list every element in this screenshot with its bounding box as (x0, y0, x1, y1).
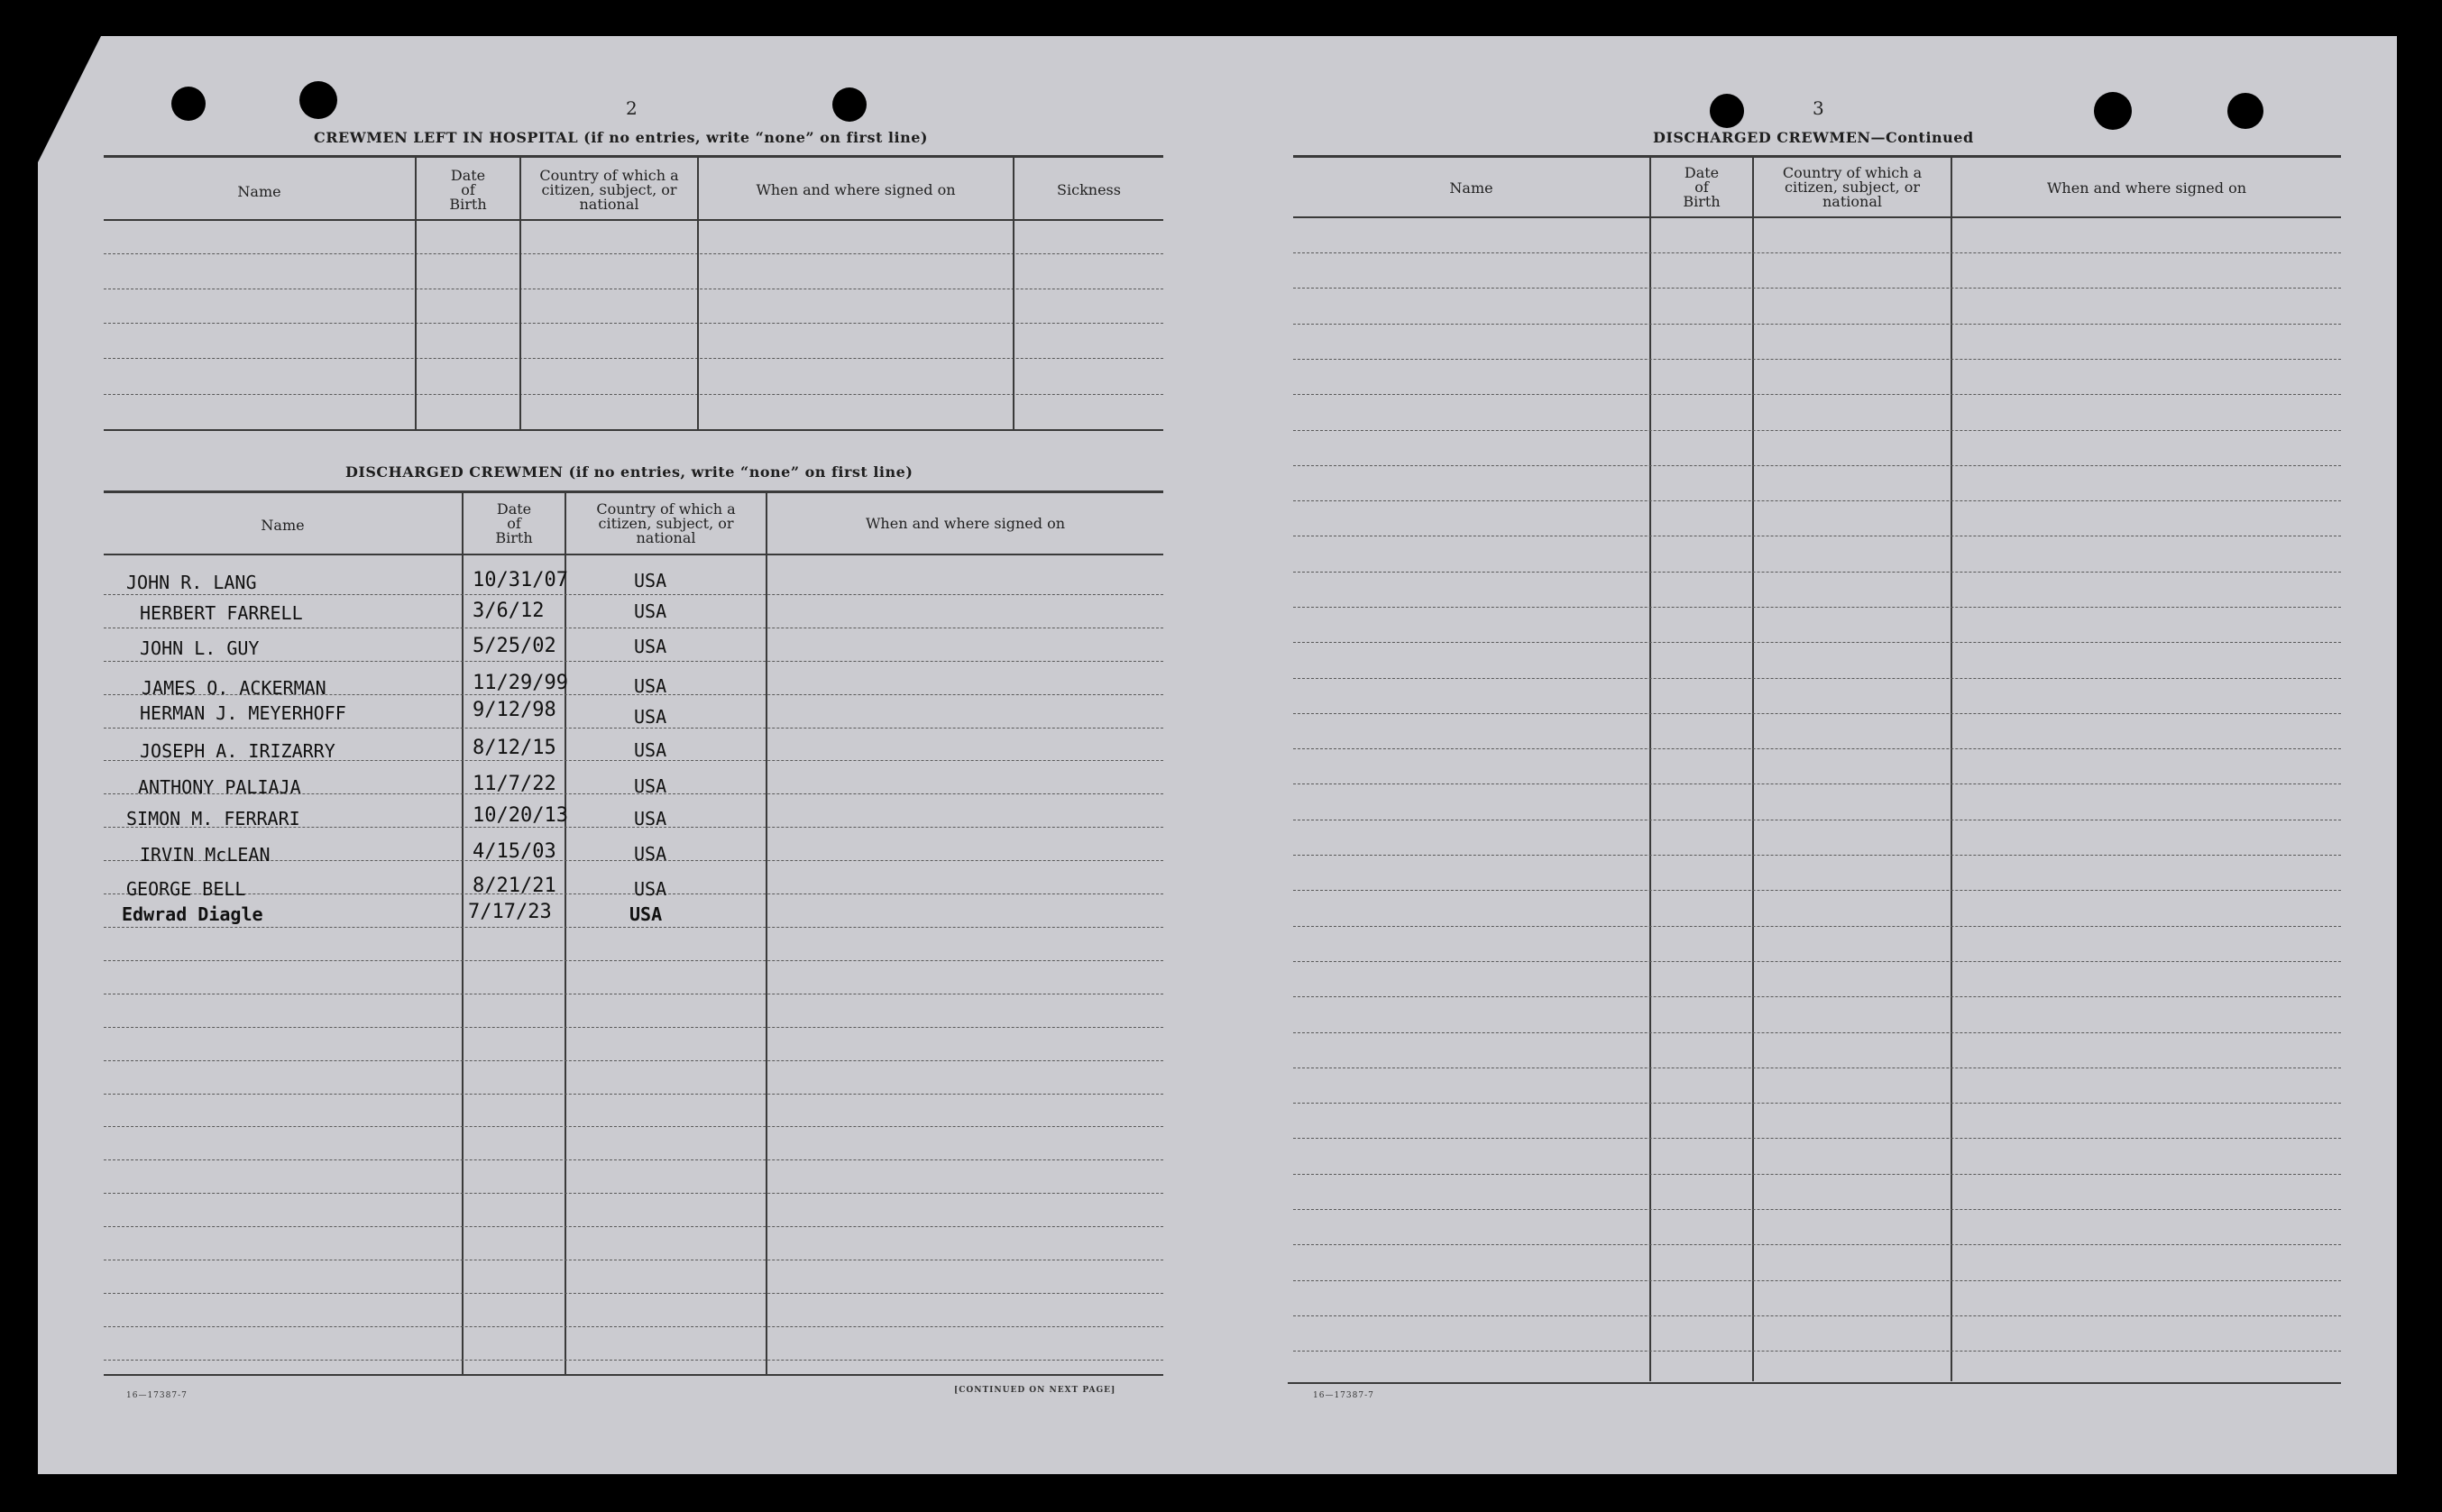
ruled-line (1293, 1351, 2341, 1352)
discharged-table-bottom-rule (104, 1374, 1163, 1376)
crew-dob: 9/12/98 (473, 699, 556, 721)
ruled-line (104, 1226, 1163, 1227)
ruled-line (1293, 678, 2341, 679)
ruled-line (1293, 359, 2341, 360)
ruled-line (104, 594, 1163, 595)
crew-dob: 10/20/13 (473, 804, 568, 827)
discharged-col-divider (565, 490, 566, 1374)
crew-name: IRVIN McLEAN (140, 844, 271, 866)
ruled-line (1293, 1280, 2341, 1281)
ruled-line (1293, 783, 2341, 784)
right-table-bottom-rule (1288, 1382, 2341, 1384)
crew-name: JOHN R. LANG (126, 572, 257, 593)
right-header-name: Name (1449, 179, 1493, 197)
ruled-line (1293, 713, 2341, 714)
hospital-row-line (104, 323, 1163, 324)
ruled-line (104, 1126, 1163, 1127)
hospital-header-signed-on: When and where signed on (756, 181, 956, 198)
hospital-section-title: CREWMEN LEFT IN HOSPITAL (if no entries, write “none” on first line) (314, 129, 928, 146)
continued-note: [CONTINUED ON NEXT PAGE] (954, 1386, 1116, 1395)
ruled-line (104, 960, 1163, 961)
ruled-line (104, 1193, 1163, 1194)
discharged-col-divider (462, 490, 464, 1374)
crew-name: JOHN L. GUY (140, 637, 260, 659)
ruled-line (1293, 1315, 2341, 1316)
discharged-header-name: Name (261, 517, 305, 534)
ruled-line (1293, 465, 2341, 466)
right-col-divider (1649, 155, 1651, 1381)
punch-hole (1710, 94, 1744, 128)
punch-hole (832, 87, 867, 122)
ruled-line (104, 927, 1163, 928)
ruled-line (1293, 1103, 2341, 1104)
ruled-line (1293, 252, 2341, 253)
right-table-header-rule (1293, 216, 2341, 218)
crew-name: HERMAN J. MEYERHOFF (140, 702, 346, 724)
crew-country: USA (634, 706, 667, 728)
ruled-line (1293, 572, 2341, 573)
crew-dob: 10/31/07 (473, 569, 568, 591)
crew-dob: 11/29/99 (473, 672, 568, 694)
torn-corner (38, 36, 101, 162)
discharged-table-top-rule (104, 490, 1163, 493)
crew-country: USA (634, 675, 667, 697)
crew-name: Edwrad Diagle (122, 903, 263, 925)
ruled-line (104, 728, 1163, 729)
form-number-left: 16—17387-7 (126, 1391, 188, 1400)
ruled-line (1293, 324, 2341, 325)
ruled-line (1293, 500, 2341, 501)
crew-country: USA (634, 739, 667, 761)
ruled-line (1293, 961, 2341, 962)
hospital-header-dob: Date of Birth (449, 167, 487, 213)
ruled-line (1293, 855, 2341, 856)
right-col-divider (1951, 155, 1952, 1381)
ruled-line (1293, 996, 2341, 997)
crew-country: USA (634, 808, 667, 829)
crew-dob: 3/6/12 (473, 600, 545, 622)
punch-hole (171, 87, 206, 121)
right-section-title: DISCHARGED CREWMEN—Continued (1653, 129, 1974, 146)
ruled-line (104, 661, 1163, 662)
crew-dob: 5/25/02 (473, 635, 556, 657)
ruled-line (1293, 394, 2341, 395)
crew-dob: 4/15/03 (473, 840, 556, 863)
ruled-line (104, 1094, 1163, 1095)
right-header-country: Country of which a citizen, subject, or national (1782, 164, 1923, 210)
ruled-line (104, 1326, 1163, 1327)
hospital-header-name: Name (237, 183, 281, 200)
ruled-line (104, 1360, 1163, 1361)
ruled-line (1293, 607, 2341, 608)
crew-name: JAMES O. ACKERMAN (142, 677, 326, 699)
ruled-line (1293, 926, 2341, 927)
crew-country: USA (634, 843, 667, 865)
crew-country: USA (634, 878, 667, 900)
ruled-line (1293, 890, 2341, 891)
page-number-right: 3 (1813, 97, 1824, 119)
discharged-header-dob: Date of Birth (495, 500, 533, 546)
ruled-line (104, 1027, 1163, 1028)
ruled-line (1293, 1244, 2341, 1245)
ruled-line (104, 1293, 1163, 1294)
hospital-header-sickness: Sickness (1057, 181, 1121, 198)
right-header-signed-on: When and where signed on (2046, 179, 2247, 197)
hospital-header-country: Country of which a citizen, subject, or national (539, 167, 679, 213)
right-table-top-rule (1293, 155, 2341, 158)
crew-name: JOSEPH A. IRIZARRY (140, 740, 335, 762)
discharged-table-header-rule (104, 554, 1163, 555)
ruled-line (1293, 1209, 2341, 1210)
crew-name: HERBERT FARRELL (140, 602, 303, 624)
hospital-table-top-rule (104, 155, 1163, 158)
hospital-row-line (104, 358, 1163, 359)
crew-country: USA (634, 600, 667, 622)
hospital-row-line (104, 394, 1163, 395)
punch-hole (2094, 92, 2132, 130)
crew-country: USA (629, 903, 663, 925)
right-col-divider (1752, 155, 1754, 1381)
ruled-line (1293, 1032, 2341, 1033)
ruled-line (104, 1060, 1163, 1061)
crew-country: USA (634, 570, 667, 591)
punch-hole (2227, 93, 2263, 129)
discharged-header-signed-on: When and where signed on (865, 515, 1066, 532)
crew-dob: 7/17/23 (468, 901, 552, 923)
page-number-left: 2 (626, 97, 638, 119)
crew-dob: 11/7/22 (473, 773, 556, 795)
ruled-line (1293, 430, 2341, 431)
ruled-line (1293, 642, 2341, 643)
crew-name: SIMON M. FERRARI (126, 808, 300, 829)
ruled-line (1293, 1138, 2341, 1139)
discharged-header-country: Country of which a citizen, subject, or national (596, 500, 736, 546)
crew-name: GEORGE BELL (126, 878, 246, 900)
right-header-dob: Date of Birth (1683, 164, 1721, 210)
crew-country: USA (634, 775, 667, 797)
ruled-line (104, 1159, 1163, 1160)
discharged-section-title: DISCHARGED CREWMEN (if no entries, write “none” on first line) (345, 463, 913, 481)
crew-dob: 8/12/15 (473, 737, 556, 759)
ruled-line (1293, 1174, 2341, 1175)
ruled-line (1293, 748, 2341, 749)
discharged-col-divider (766, 490, 767, 1374)
crew-dob: 8/21/21 (473, 875, 556, 897)
hospital-table-bottom-rule (104, 429, 1163, 431)
hospital-table-header-rule (104, 219, 1163, 221)
punch-hole (299, 81, 337, 119)
crew-country: USA (634, 636, 667, 657)
crew-name: ANTHONY PALIAJA (138, 776, 301, 798)
hospital-row-line (104, 253, 1163, 254)
form-number-right: 16—17387-7 (1313, 1391, 1374, 1400)
ruled-line (1293, 288, 2341, 289)
